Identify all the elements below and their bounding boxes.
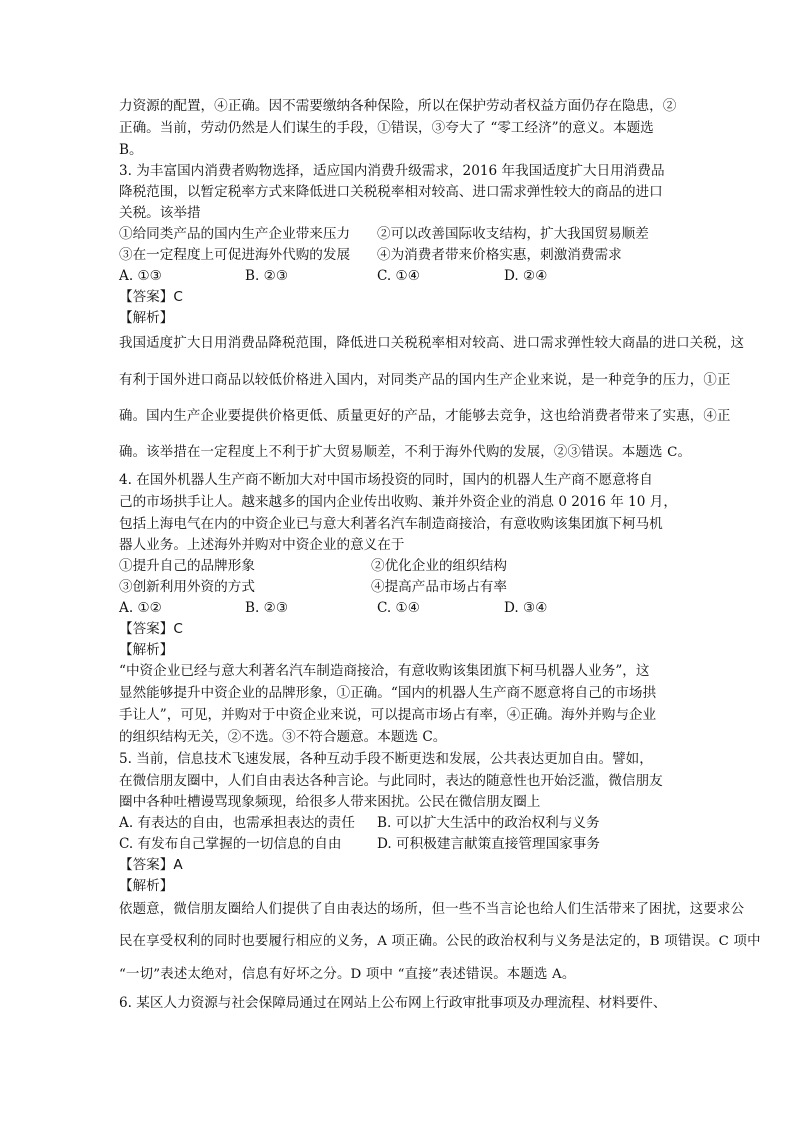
q3-item-4: ④为消费者带来价格实惠，刺激消费需求 <box>377 247 622 263</box>
q5-analysis-line-3: “一切”表述太绝对，信息有好坏之分。D 项中 “直接”表述错误。本题选 A。 <box>119 967 576 982</box>
q4-item-2: ②优化企业的组织结构 <box>371 558 507 574</box>
intro-line-1: 力资源的配置，④正确。因不需要缴纳各种保险，所以在保护劳动者权益方面仍存在隐患，② <box>119 98 677 114</box>
q5-choice-d: D. 可积极建言献策直接管理国家事务 <box>377 836 600 852</box>
q3-analysis-line-3: 确。国内生产企业要提供价格更低、质量更好的产品，才能够去竞争，这也给消费者带来了实惠，④正 <box>119 409 731 424</box>
q3-stem-line-1: 3. 为丰富国内消费者购物选择，适应国内消费升级需求，2016 年我国适度扩大日用消费品 <box>119 163 665 179</box>
intro-line-2: 正确。当前，劳动仍然是人们谋生的手段，①错误，③夸大了 “零工经济”的意义。本题选 <box>119 120 654 136</box>
q4-choice-d: D. ③④ <box>504 600 548 616</box>
q3-item-2: ②可以改善国际收支结构，扩大我国贸易顺差 <box>377 226 649 242</box>
q4-item-4: ④提高产品市场占有率 <box>371 579 507 595</box>
q4-analysis-heading: 【解析】 <box>119 642 174 658</box>
q4-analysis-line-4: 的组织结构无关，②不选。③不符合题意。本题选 C。 <box>119 729 447 745</box>
q3-choice-b: B. ②③ <box>245 268 289 284</box>
intro-line-3: B。 <box>119 142 143 158</box>
q3-choice-d: D. ②④ <box>504 268 548 284</box>
q4-analysis-line-1: “中资企业已经与意大利著名汽车制造商接洽，有意收购该集团旗下柯马机器人业务”，这 <box>119 663 650 679</box>
q5-analysis-line-2: 民在享受权利的同时也要履行相应的义务，A 项正确。公民的政治权利与义务是法定的，B 项错误。C 项中 <box>119 934 761 949</box>
q3-stem-line-3: 关税。该举措 <box>119 205 201 221</box>
q3-answer: 【答案】C <box>119 289 183 305</box>
q5-analysis-line-1: 依题意，微信朋友圈给人们提供了自由表达的场所，但一些不当言论也给人们生活带来了困扰，这要求公 <box>119 902 745 917</box>
q3-analysis-line-2: 有利于国外进口商品以较低价格进入国内，对同类产品的国内生产企业来说，是一种竞争的压力，①正 <box>119 373 731 388</box>
q5-analysis-heading: 【解析】 <box>119 878 174 894</box>
q3-item-3: ③在一定程度上可促进海外代购的发展 <box>119 247 351 263</box>
q4-analysis-line-2: 显然能够提升中资企业的品牌形象，①正确。“国内的机器人生产商不愿意将自己的市场拱 <box>119 685 657 701</box>
q5-choice-b: B. 可以扩大生活中的政治权利与义务 <box>377 815 600 831</box>
q4-item-3: ③创新利用外资的方式 <box>119 579 255 595</box>
q4-analysis-line-3: 手让人”，可见，并购对于中资企业来说，可以提高市场占有率，④正确。海外并购与企业 <box>119 707 657 723</box>
q4-choice-a: A. ①② <box>119 600 162 616</box>
q4-stem-line-4: 器人业务。上述海外并购对中资企业的意义在于 <box>119 537 405 553</box>
q3-analysis-line-1: 我国适度扩大日用消费品降税范围，降低进口关税税率相对较高、进口需求弹性较大商晶的进口关税，这 <box>119 336 745 351</box>
q3-choice-a: A. ①③ <box>119 268 162 284</box>
q4-item-1: ①提升自己的品牌形象 <box>119 558 255 574</box>
q4-stem-line-2: 己的市场拱手让人。越来越多的国内企业传出收购、兼并外资企业的消息 0 2016 年 10 月， <box>119 494 677 510</box>
q4-choice-b: B. ②③ <box>245 600 289 616</box>
q3-choice-c: C. ①④ <box>377 268 420 284</box>
q3-analysis-heading: 【解析】 <box>119 310 174 326</box>
q6-stem-line-1: 6. 某区人力资源与社会保障局通过在网站上公布网上行政审批事项及办理流程、材料要件、 <box>119 995 667 1011</box>
q4-choice-c: C. ①④ <box>377 600 420 616</box>
q3-item-1: ①给同类产品的国内生产企业带来压力 <box>119 226 351 242</box>
q4-stem-line-3: 包括上海电气在内的中资企业已与意大利著名汽车制造商接洽，有意收购该集团旗下柯马机 <box>119 516 663 532</box>
q4-stem-line-1: 4. 在国外机器人生产商不断加大对中国市场投资的同时，国内的机器人生产商不愿意将自 <box>119 472 653 488</box>
q5-stem-line-1: 5. 当前，信息技术飞速发展，各种互动手段不断更迭和发展，公共表达更加自由。譬如， <box>119 751 653 767</box>
q5-stem-line-2: 在微信朋友圈中，人们自由表达各种言论。与此同时，表达的随意性也开始泛滥，微信朋友 <box>119 773 663 789</box>
q5-stem-line-3: 圈中各种吐槽谩骂现象频现，给很多人带来困扰。公民在微信朋友圈上 <box>119 794 541 810</box>
q5-answer: 【答案】A <box>119 857 183 873</box>
q5-choice-a: A. 有表达的自由，也需承担表达的责任 <box>119 815 355 831</box>
q4-answer: 【答案】C <box>119 621 183 637</box>
q5-choice-c: C. 有发布自己掌握的一切信息的自由 <box>119 836 342 852</box>
q3-stem-line-2: 降税范围，以暂定税率方式来降低进口关税税率相对较高、进口需求弹性较大的商品的进口 <box>119 184 663 200</box>
q3-analysis-line-4: 确。该举措在一定程度上不利于扩大贸易顺差，不利于海外代购的发展，②③错误。本题选 C。 <box>119 445 692 460</box>
